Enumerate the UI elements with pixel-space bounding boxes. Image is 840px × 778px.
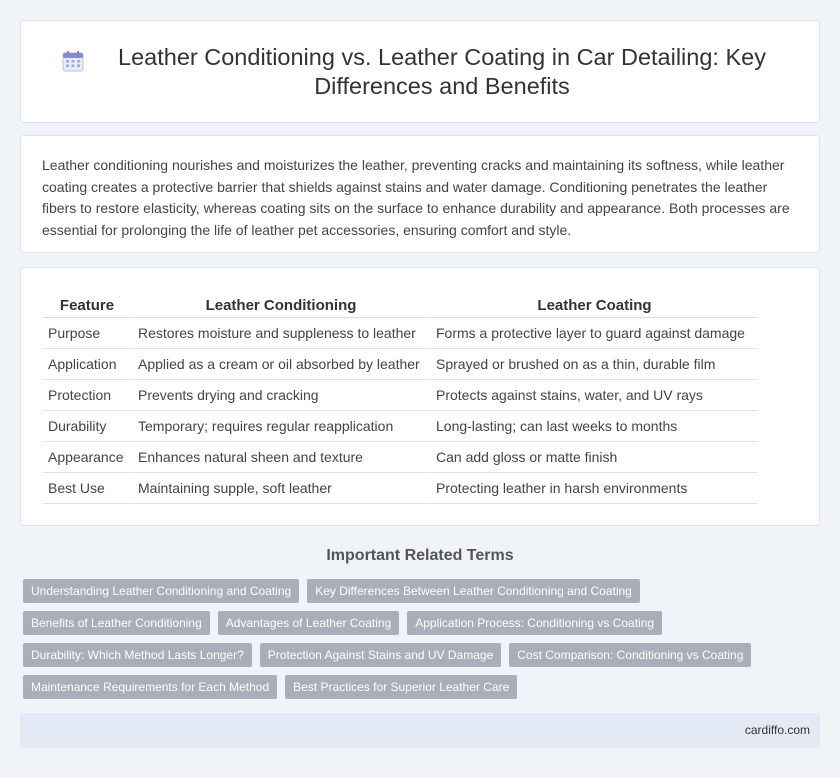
conditioning-cell: Restores moisture and suppleness to leather xyxy=(131,318,429,349)
header-coating: Leather Coating xyxy=(429,292,758,318)
term-tag[interactable]: Application Process: Conditioning vs Coating xyxy=(407,611,662,635)
tag-row xyxy=(23,675,823,699)
feature-cell: Best Use xyxy=(43,473,131,504)
table-header-row xyxy=(43,292,758,318)
table-row xyxy=(43,318,758,349)
table-row xyxy=(43,442,758,473)
tag-row xyxy=(23,643,823,667)
intro-card xyxy=(20,135,820,253)
conditioning-cell: Maintaining supple, soft leather xyxy=(131,473,429,504)
term-tag[interactable]: Maintenance Requirements for Each Method xyxy=(23,675,277,699)
header-conditioning: Leather Conditioning xyxy=(131,292,429,318)
conditioning-cell: Applied as a cream or oil absorbed by leather xyxy=(131,349,429,380)
conditioning-cell: Temporary; requires regular reapplication xyxy=(131,411,429,442)
feature-cell: Protection xyxy=(43,380,131,411)
footer-brand[interactable]: cardiffo.com xyxy=(744,723,810,737)
footer xyxy=(20,713,820,748)
term-tag[interactable]: Advantages of Leather Coating xyxy=(218,611,399,635)
feature-cell: Durability xyxy=(43,411,131,442)
term-tag[interactable]: Cost Comparison: Conditioning vs Coating xyxy=(509,643,751,667)
feature-cell: Application xyxy=(43,349,131,380)
term-tag[interactable]: Key Differences Between Leather Conditioning and Coating xyxy=(307,579,640,603)
header-card xyxy=(20,20,820,123)
tag-row xyxy=(23,579,823,603)
header-feature: Feature xyxy=(43,292,131,318)
comparison-table xyxy=(43,292,758,504)
table-row xyxy=(43,411,758,442)
coating-cell: Long-lasting; can last weeks to months xyxy=(429,411,758,442)
calendar-icon xyxy=(61,49,85,73)
coating-cell: Protects against stains, water, and UV rays xyxy=(429,380,758,411)
title-wrap xyxy=(21,43,819,101)
coating-cell: Can add gloss or matte finish xyxy=(429,442,758,473)
feature-cell: Appearance xyxy=(43,442,131,473)
related-terms-title: Important Related Terms xyxy=(326,547,514,564)
feature-cell: Purpose xyxy=(43,318,131,349)
comparison-card xyxy=(20,267,820,526)
term-tag[interactable]: Benefits of Leather Conditioning xyxy=(23,611,210,635)
related-terms-list xyxy=(23,579,823,707)
intro-paragraph: Leather conditioning nourishes and moisturizes the leather, preventing cracks and maintaining its softness, while leather coating creates a protective barrier that shields against stains and water damage. Conditioning penetrates the leather fibers to restore elasticity, whereas coating sits on the surface to enhance durability and appearance. Both processes are essential for prolonging the life of leather pet accessories, ensuring comfort and style. xyxy=(42,157,790,238)
tag-row xyxy=(23,611,823,635)
coating-cell: Sprayed or brushed on as a thin, durable film xyxy=(429,349,758,380)
term-tag[interactable]: Protection Against Stains and UV Damage xyxy=(260,643,501,667)
term-tag[interactable]: Durability: Which Method Lasts Longer? xyxy=(23,643,252,667)
conditioning-cell: Prevents drying and cracking xyxy=(131,380,429,411)
coating-cell: Forms a protective layer to guard against damage xyxy=(429,318,758,349)
coating-cell: Protecting leather in harsh environments xyxy=(429,473,758,504)
table-row xyxy=(43,473,758,504)
table-row xyxy=(43,380,758,411)
page-title: Leather Conditioning vs. Leather Coating in Car Detailing: Key Differences and Benefits xyxy=(118,43,766,99)
term-tag[interactable]: Understanding Leather Conditioning and Coating xyxy=(23,579,299,603)
conditioning-cell: Enhances natural sheen and texture xyxy=(131,442,429,473)
table-row xyxy=(43,349,758,380)
term-tag[interactable]: Best Practices for Superior Leather Care xyxy=(285,675,517,699)
